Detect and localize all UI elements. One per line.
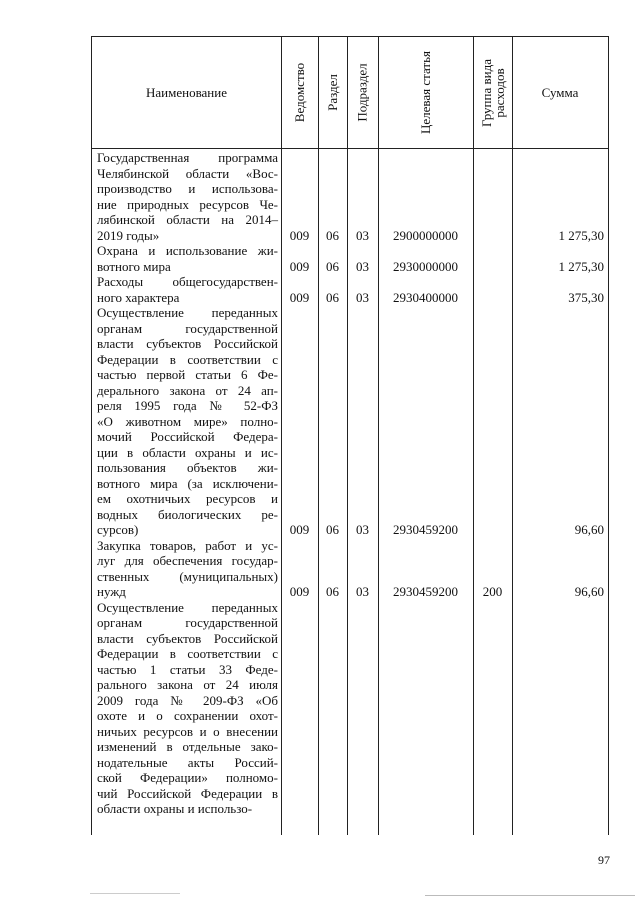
row-name-line: Осуществление переданных [97,599,278,615]
row-podrazdel-cell: 03 [356,227,369,243]
row-name-line: Федерации в соответствии с [97,351,278,367]
col-divider [378,37,379,835]
row-name-line: власти субъектов Российской [97,630,278,646]
row-name-line: Расходы общегосударствен- [97,274,278,289]
row-name-line: рального закона от 24 июля [97,677,278,692]
budget-table [91,36,609,835]
row-name-line: ем охотничьих ресурсов и [97,491,278,506]
header-summa-text: Сумма [541,84,579,100]
row-name-line: 2009 года № 209-ФЗ «Об [97,692,278,708]
col-divider [347,37,348,835]
row-name-line: Государственная программа [97,150,278,165]
row-podrazdel-cell: 03 [356,584,369,599]
row-celevaya-cell: 2930000000 [393,258,458,274]
row-name-line: пользования объектов жи- [97,460,278,475]
footer-rule [90,893,180,894]
row-vid-cell: 200 [482,584,503,599]
row-name-line: реля 1995 года № 52-ФЗ [97,398,278,413]
row-celevaya-cell: 2930400000 [393,289,458,305]
header-name [92,37,281,148]
row-name-line: ние природных ресурсов Че- [97,196,278,212]
row-name-line: частью 1 статьи 33 Феде- [97,661,278,677]
header-gruppa-line1: Группа вида [478,58,494,127]
row-name-line: Охрана и использование жи- [97,243,278,258]
header-vedomstvo [281,37,318,148]
row-name-line: вотного мира (за исключени- [97,475,278,491]
row-podrazdel-cell: 03 [356,258,369,274]
row-ved-cell: 009 [289,258,310,274]
row-summa-cell: 1 275,30 [558,227,604,243]
row-name-line: ного характера [97,289,180,305]
row-name-line: частью первой статьи 6 Фе- [97,367,278,382]
row-razdel-cell: 06 [326,258,339,274]
row-ved-cell: 009 [289,289,310,305]
row-name-line: «О животном мире» полно- [97,413,278,429]
footer-rule [425,895,635,896]
row-name-line: сурсов) [97,522,139,537]
row-name-line: производство и использова- [97,181,278,196]
page-number: 97 [598,853,610,867]
row-celevaya-cell: 2930459200 [393,522,458,537]
row-razdel-cell: 06 [326,289,339,305]
row-name-line: лябинской области на 2014– [97,212,278,227]
row-razdel-cell: 06 [326,227,339,243]
row-name-line: изменений в отдельные зако- [97,739,278,754]
row-name-line: луг для обеспечения государ- [97,553,278,568]
row-summa-cell: 375,30 [568,289,604,305]
row-celevaya-cell: 2900000000 [393,227,458,243]
row-summa-cell: 96,60 [574,522,604,537]
header-podrazdel-text: Подраздел [355,63,371,122]
row-ved-cell: 009 [289,227,310,243]
row-name-line: дерального закона от 24 ап- [97,382,278,398]
row-name-line: чий Российской Федерации в [97,785,278,801]
row-name-line: нужд [97,584,126,599]
header-divider [92,148,608,149]
row-razdel-cell: 06 [326,522,339,537]
row-podrazdel-cell: 03 [356,289,369,305]
row-name-line: ции в области охраны и ис- [97,444,278,460]
header-summa [512,37,608,148]
row-name-line: власти субъектов Российской [97,336,278,351]
row-name-line: ской Федерации» полномо- [97,770,278,785]
row-name-line: водных биологических ре- [97,506,278,522]
header-gruppa [473,37,512,148]
header-razdel [318,37,347,148]
row-name-line: нодательные акты Россий- [97,754,278,770]
row-celevaya-cell: 2930459200 [393,584,458,599]
header-vedomstvo-text: Ведомство [292,62,307,123]
row-summa-cell: 96,60 [574,584,604,599]
row-name-line: Осуществление переданных [97,305,278,320]
row-podrazdel-cell: 03 [356,522,369,537]
row-name-line: органам государственной [97,320,278,336]
row-name-line: области охраны и использо- [97,801,253,816]
row-name-line: 2019 годы» [97,227,160,243]
row-name-line: Федерации в соответствии с [97,646,278,661]
header-gruppa-line2: расходов [491,67,507,118]
row-name-line: мочий Российской Федера- [97,429,278,444]
row-name-line: Закупка товаров, работ и ус- [97,537,278,553]
header-razdel-text: Раздел [325,74,340,111]
header-podrazdel [347,37,378,148]
col-divider [512,37,513,835]
row-ved-cell: 009 [289,584,310,599]
col-divider [473,37,474,835]
row-name-line: Челябинской области «Вос- [97,165,278,181]
row-name-line: органам государственной [97,615,278,630]
header-gruppa-text [480,59,506,127]
row-ved-cell: 009 [289,522,310,537]
header-name-text: Наименование [146,84,227,100]
header-celevaya [378,37,473,148]
header-celevaya-text: Целевая статья [417,50,433,135]
row-name-line: вотного мира [97,258,171,274]
col-divider [318,37,319,835]
col-divider [281,37,282,835]
row-name-line: охоте и о сохранении охот- [97,708,278,723]
row-razdel-cell: 06 [326,584,339,599]
row-name-line: ничьих ресурсов и о внесении [97,723,278,739]
row-name-line: ственных (муниципальных) [97,568,278,584]
row-summa-cell: 1 275,30 [558,258,604,274]
